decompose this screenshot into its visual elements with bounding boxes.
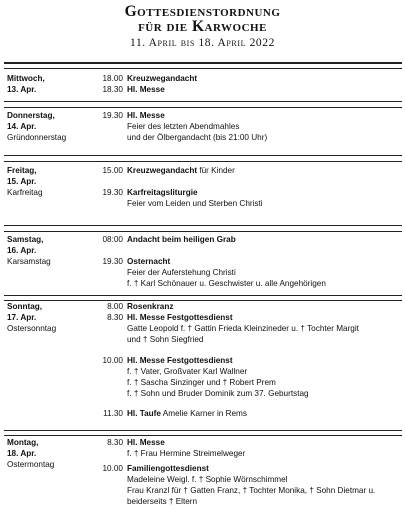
- service-time: 18.00: [102, 74, 123, 83]
- service-description: [127, 312, 399, 345]
- service-description: [127, 234, 399, 245]
- section-divider: [4, 161, 402, 162]
- service-title: Kreuzwegandacht: [127, 166, 198, 175]
- day-date: 14. Apr.: [7, 122, 37, 131]
- service-title: Hl. Taufe: [127, 409, 161, 418]
- date-range-subtitle: 11. April bis 18. April 2022: [130, 37, 275, 49]
- service-detail-line: f. † Frau Hermine Streimelweger: [127, 449, 246, 458]
- service-title-suffix: für Kinder: [197, 166, 235, 175]
- day-name: Samstag,: [7, 235, 44, 244]
- service-detail-line: Frau Kranzl für † Gatten Franz, † Tochter Monika, † Sohn Dietmar u.: [127, 486, 376, 495]
- day-name: Donnerstag,: [7, 111, 55, 120]
- service-title-suffix: Amelie Karner in Rems: [160, 409, 247, 418]
- service-detail-line: Gatte Leopold f. † Gattin Frieda Kleinzineder u. † Tochter Margit: [127, 324, 359, 333]
- service-title: Andacht beim heiligen Grab: [127, 235, 236, 244]
- service-detail-line: f. † Karl Schönauer u. Geschwister u. alle Angehörigen: [127, 279, 326, 288]
- day-note: Karsamstag: [7, 257, 51, 266]
- day-date: 17. Apr.: [7, 313, 37, 322]
- service-time: 08:00: [102, 235, 123, 244]
- service-title: Familiengottesdienst: [127, 464, 209, 473]
- service-description: [127, 463, 399, 507]
- service-description: [127, 110, 399, 143]
- service-time: 10.00: [102, 356, 123, 365]
- section-divider: [4, 155, 402, 156]
- day-note: Gründonnerstag: [7, 133, 67, 142]
- day-name: Mittwoch,: [7, 74, 45, 83]
- service-time: 8.30: [107, 313, 123, 322]
- service-title: Hl. Messe Festgottesdienst: [127, 356, 233, 365]
- day-date: 13. Apr.: [7, 85, 37, 94]
- section-divider: [4, 430, 402, 431]
- service-time: 19.30: [102, 257, 123, 266]
- service-description: [127, 73, 399, 84]
- service-detail-line: f. † Vater, Großvater Karl Wallner: [127, 367, 248, 376]
- service-title: Hl. Messe Festgottesdienst: [127, 313, 233, 322]
- service-detail-line: und der Ölbergandacht (bis 21:00 Uhr): [127, 133, 268, 142]
- section-divider: [4, 225, 402, 226]
- service-detail-line: f. † Sascha Sinzinger und † Robert Prem: [127, 378, 276, 387]
- service-detail-line: Feier der Auferstehung Christi: [127, 268, 236, 277]
- service-detail-line: und † Sohn Siegfried: [127, 335, 204, 344]
- service-title: Osternacht: [127, 257, 171, 266]
- service-title: Kreuzwegandacht: [127, 74, 198, 83]
- section-divider: [4, 107, 402, 108]
- service-title: Karfreitagsliturgie: [127, 188, 198, 197]
- service-time: 10.00: [102, 464, 123, 473]
- service-time: 8.00: [107, 302, 123, 311]
- day-note: Karfreitag: [7, 188, 43, 197]
- service-time: 11.30: [103, 409, 123, 418]
- day-name: Freitag,: [7, 166, 37, 175]
- service-time: 8.30: [107, 438, 123, 447]
- title-line-2: für die Karwoche: [138, 18, 267, 35]
- service-detail-line: Feier des letzten Abendmahles: [127, 122, 240, 131]
- section-divider: [4, 62, 402, 64]
- day-name: Sonntag,: [7, 302, 43, 311]
- service-description: [127, 301, 399, 312]
- section-divider: [4, 231, 402, 232]
- day-name: Montag,: [7, 438, 39, 447]
- service-title: Rosenkranz: [127, 302, 174, 311]
- service-title: Hl. Messe: [127, 438, 165, 447]
- section-divider: [4, 68, 402, 69]
- service-description: [127, 408, 399, 419]
- service-description: [127, 84, 399, 95]
- service-time: 18.30: [102, 85, 123, 94]
- service-detail-line: beiderseits † Eltern: [127, 497, 198, 506]
- service-time: 19.30: [102, 111, 123, 120]
- service-description: [127, 437, 399, 459]
- section-divider: [4, 435, 402, 436]
- day-note: Ostersonntag: [7, 324, 57, 333]
- service-description: [127, 187, 399, 209]
- service-title: Hl. Messe: [127, 111, 165, 120]
- service-description: [127, 165, 399, 176]
- day-note: Ostermontag: [7, 460, 55, 469]
- day-date: 16. Apr.: [7, 246, 37, 255]
- service-description: [127, 355, 399, 399]
- service-time: 19.30: [102, 188, 123, 197]
- title-line-1: Gottesdienstordnung: [124, 3, 281, 20]
- service-title: Hl. Messe: [127, 85, 165, 94]
- service-detail-line: Madeleine Weigl. f. † Sophie Wörnschimmel: [127, 475, 288, 484]
- section-divider: [4, 101, 402, 102]
- service-description: [127, 256, 399, 289]
- section-divider: [4, 295, 402, 296]
- service-detail-line: f. † Sohn und Bruder Dominik zum 37. Geburtstag: [127, 389, 309, 398]
- service-detail-line: Feier vom Leiden und Sterben Christi: [127, 199, 263, 208]
- day-date: 15. Apr.: [7, 177, 37, 186]
- service-time: 15.00: [102, 166, 123, 175]
- day-date: 18. Apr.: [7, 449, 37, 458]
